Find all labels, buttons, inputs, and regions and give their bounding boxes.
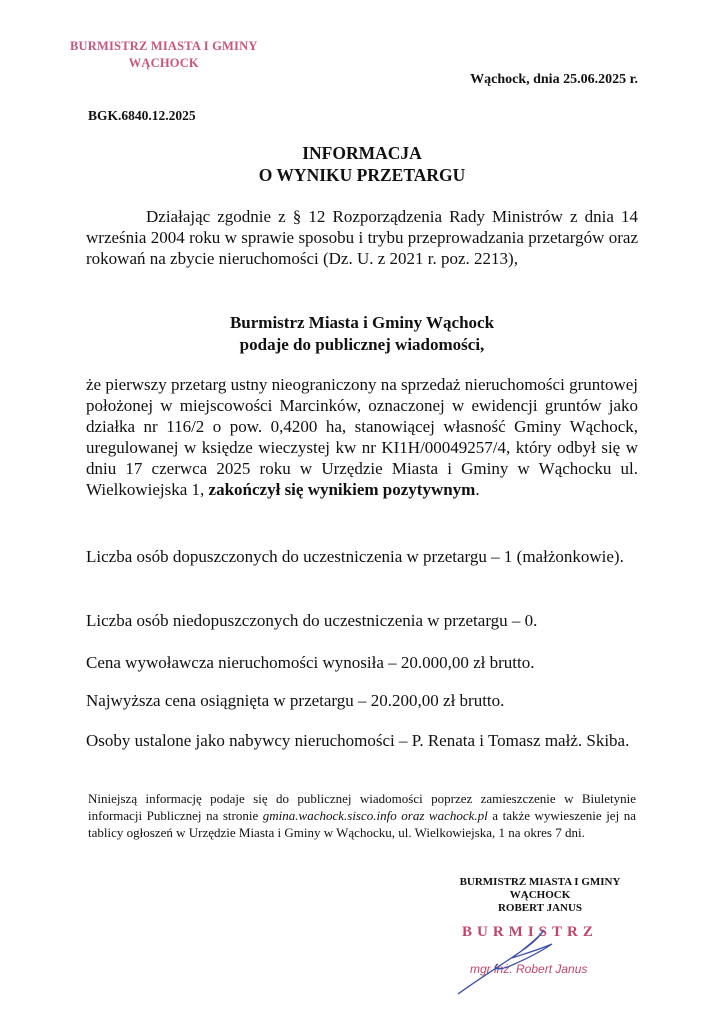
item-starting-price: Cena wywoławcza nieruchomości wynosiła – 20.000,00 zł brutto. [86, 653, 535, 672]
signature-line1: BURMISTRZ MIASTA I GMINY [459, 876, 621, 888]
announcer [86, 312, 638, 356]
item-highest-price: Najwyższa cena osiągnięta w przetargu – 20.200,00 zł brutto. [86, 691, 505, 710]
announcer-line2: podaje do publicznej wiadomości, [239, 335, 485, 354]
title-line1: INFORMACJA [302, 143, 422, 163]
item-admitted: Liczba osób dopuszczonych do uczestniczenia w przetargu – 1 (małżonkowie). [86, 547, 624, 566]
office-stamp-line1: BURMISTRZ MIASTA I GMINY [70, 39, 258, 53]
notice-part2: a także wywieszenie jej na tablicy ogłoszeń w Urzędzie Miasta i Gminy w Wąchocku, ul. Wielkowiejska, 1 na okres 7 dni. [88, 808, 636, 840]
main-text: że pierwszy przetarg ustny nieograniczony na sprzedaż nieruchomości gruntowej położonej w miejscowości Marcinków, oznaczonej w ewidencji gruntów jako działka nr 116/2 o pow. 0,4200 ha, stanowiącej własność Gminy Wąchock, uregulowanej w księdze wieczystej kw nr KI1H/00049257/4, który odbył się w dniu 17 czerwca 2025 roku w Urzędzie Miasta i Gminy w Wąchocku ul. Wielkowiejska 1, [86, 375, 638, 499]
signature-line3: ROBERT JANUS [497, 902, 583, 914]
date-line: Wąchock, dnia 25.06.2025 r. [470, 72, 638, 87]
notice-oraz: oraz [396, 808, 429, 823]
item-buyers: Osoby ustalone jako nabywcy nieruchomości – P. Renata i Tomasz małż. Skiba. [86, 731, 630, 750]
announcer-line1: Burmistrz Miasta i Gminy Wąchock [229, 313, 495, 332]
main-paragraph [86, 374, 638, 500]
signature-block [430, 876, 650, 915]
notice-site1: gmina.wachock.sisco.info [262, 808, 397, 823]
signature-stroke [458, 930, 552, 994]
notice-part1: Niniejszą informację podaje się do publicznej wiadomości poprzez zamieszczenie w Biuletynie informacji Publicznej na stronie [88, 791, 636, 823]
title-line2: O WYNIKU PRZETARGU [258, 165, 466, 185]
document-title [0, 142, 724, 186]
signature-stamp-name: mgr inż. Robert Janus [470, 962, 588, 976]
office-stamp [70, 38, 258, 72]
main-result: zakończył się wynikiem pozytywnym [208, 480, 476, 499]
notice-site2: wachock.pl [428, 808, 488, 823]
main-end: . [475, 480, 480, 499]
office-stamp-line2: WĄCHOCK [128, 56, 199, 70]
item-not-admitted: Liczba osób niedopuszczonych do uczestniczenia w przetargu – 0. [86, 611, 538, 630]
signature-line2: WĄCHOCK [509, 889, 571, 901]
signature-stamp-title: BURMISTRZ [462, 924, 598, 940]
intro-paragraph: Działając zgodnie z § 12 Rozporządzenia Rady Ministrów z dnia 14 września 2004 roku w sprawie sposobu i trybu przeprowadzania przetargów oraz rokowań na zbycie nieruchomości (Dz. U. z 2021 r. poz. 2213), [86, 207, 638, 268]
publication-notice [88, 790, 636, 841]
handwritten-signature [440, 914, 600, 1004]
reference-number: BGK.6840.12.2025 [88, 108, 196, 123]
